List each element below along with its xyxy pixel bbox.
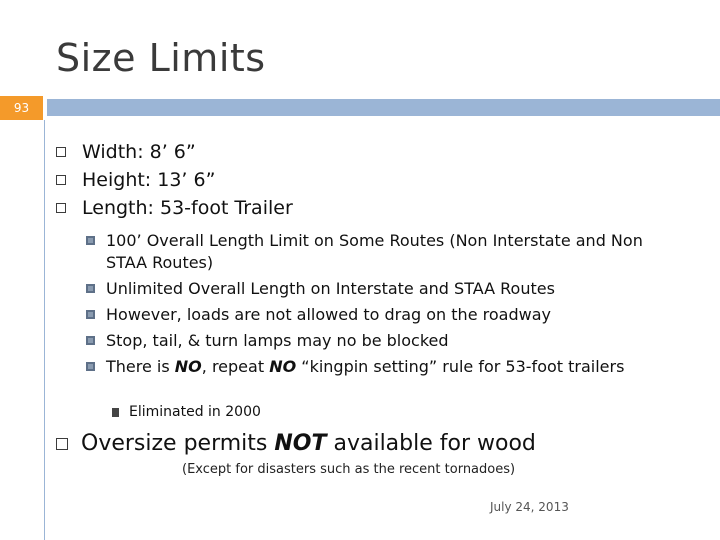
emphasis-not: NOT bbox=[274, 431, 327, 456]
emphasis-no: NO bbox=[174, 357, 202, 376]
title-rule-bar bbox=[47, 99, 720, 116]
bullet-width bbox=[56, 140, 196, 164]
bullet-oversize-permits bbox=[56, 430, 536, 458]
sub-bullet-text: Stop, tail, & turn lamps may no be blocked bbox=[106, 331, 449, 350]
filled-square-bullet-icon bbox=[86, 284, 95, 293]
slide-number: 93 bbox=[0, 96, 43, 120]
bullet-length bbox=[56, 196, 293, 220]
filled-square-bullet-icon bbox=[86, 336, 95, 345]
filled-square-bullet-icon bbox=[86, 362, 95, 371]
sub-bullet-text: There is NO, repeat NO “kingpin setting” rule for 53-foot trailers bbox=[106, 357, 625, 376]
square-bullet-icon bbox=[56, 438, 68, 450]
sub-bullet-text: 100’ Overall Length Limit on Some Routes (Non Interstate and Non STAA Routes) bbox=[106, 231, 643, 272]
sub-bullet-text: Unlimited Overall Length on Interstate and STAA Routes bbox=[106, 279, 555, 298]
bullet-height bbox=[56, 168, 215, 192]
sub-sub-bullet-text: Eliminated in 2000 bbox=[129, 404, 261, 420]
bullet-text: Length: 53-foot Trailer bbox=[82, 197, 293, 219]
bullet-text: Height: 13’ 6” bbox=[82, 169, 216, 191]
square-bullet-icon bbox=[56, 203, 66, 213]
left-divider-line bbox=[44, 120, 45, 540]
square-bullet-icon bbox=[56, 175, 66, 185]
note-text: (Except for disasters such as the recent tornadoes) bbox=[182, 462, 516, 477]
sub-bullet-lamps bbox=[86, 330, 656, 352]
sub-bullet-drag bbox=[86, 304, 656, 326]
sub-bullet-text: However, loads are not allowed to drag on the roadway bbox=[106, 305, 551, 324]
filled-square-bullet-icon bbox=[86, 310, 95, 319]
bullet-text: Width: 8’ 6” bbox=[82, 141, 196, 163]
emphasis-no: NO bbox=[269, 357, 297, 376]
sub-bullet-overall-length bbox=[86, 230, 656, 274]
bullet-text: Oversize permits NOT available for wood bbox=[81, 431, 536, 456]
square-bullet-icon bbox=[56, 147, 66, 157]
small-bullet-icon bbox=[112, 408, 119, 417]
sub-bullet-unlimited-length bbox=[86, 278, 656, 300]
slide-title: Size Limits bbox=[56, 36, 266, 80]
filled-square-bullet-icon bbox=[86, 236, 95, 245]
sub-bullet-kingpin bbox=[86, 356, 656, 378]
slide-date: July 24, 2013 bbox=[490, 500, 569, 514]
sub-sub-bullet-eliminated bbox=[112, 402, 261, 422]
